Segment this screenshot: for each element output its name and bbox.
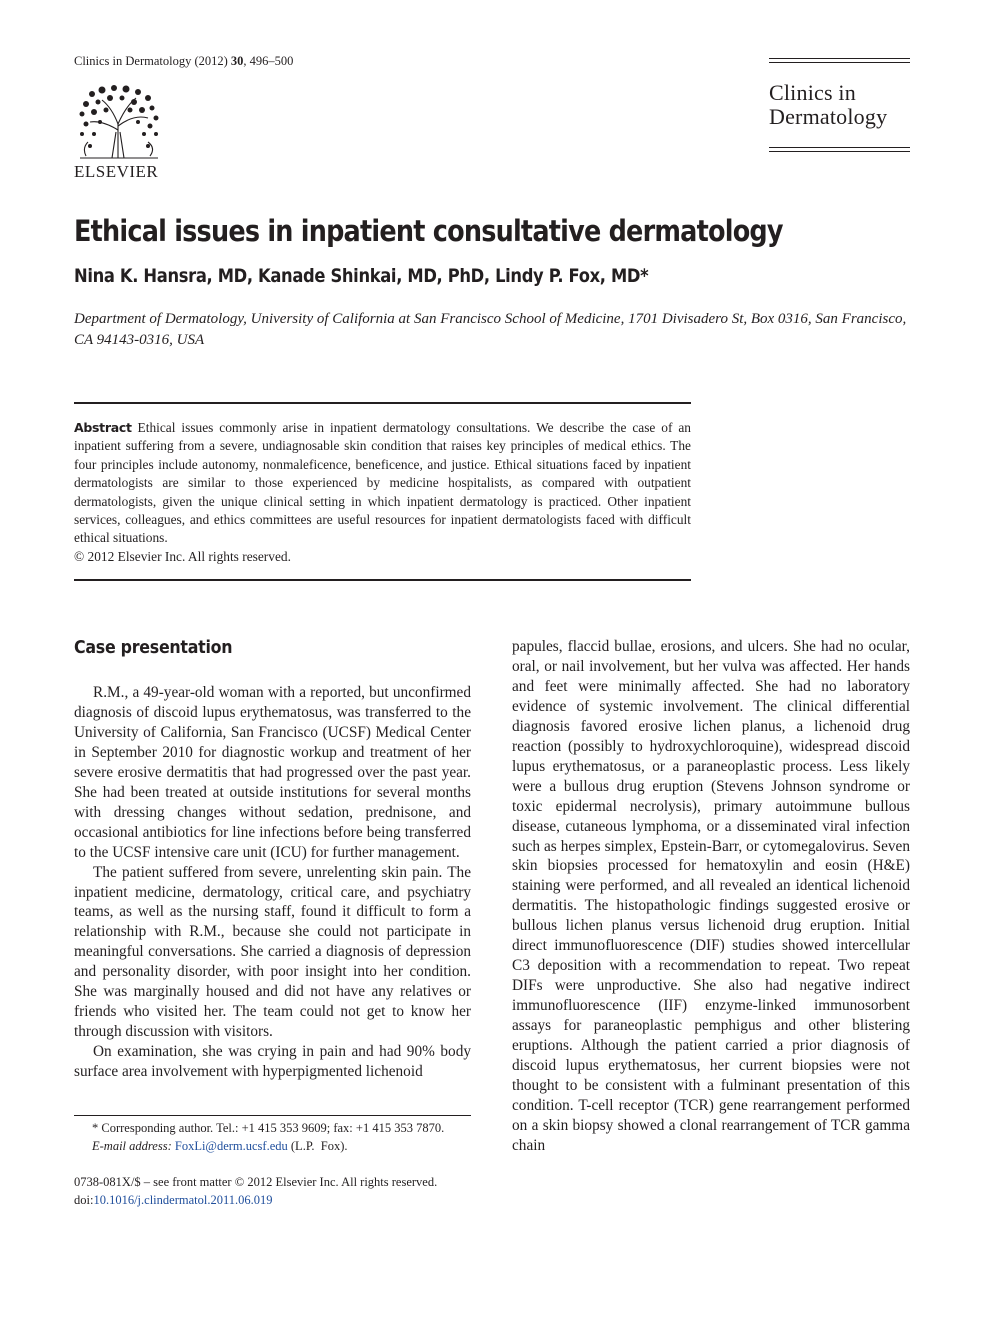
email-link[interactable]: FoxLi@derm.ucsf.edu xyxy=(174,1139,288,1153)
section-heading: Case presentation xyxy=(74,637,233,658)
body-paragraph: On examination, she was crying in pain and had 90% body surface area involvement with hyperpigmented lichenoid xyxy=(74,1043,471,1081)
citation-volume: 30 xyxy=(230,54,244,68)
journal-bottom-rule xyxy=(769,147,910,148)
right-column xyxy=(512,637,910,1156)
abstract-top-rule xyxy=(74,402,691,404)
publisher-name: ELSEVIER xyxy=(74,162,159,181)
journal-top-rule xyxy=(769,58,910,59)
doi-line xyxy=(74,1191,471,1209)
journal-bottom-rule-2 xyxy=(769,151,910,152)
issn-line: 0738-081X/$ – see front matter © 2012 Elsevier Inc. All rights reserved. xyxy=(74,1175,438,1189)
article-title: Ethical issues in inpatient consultative dermatology xyxy=(74,214,783,248)
article-authors: Nina K. Hansra, MD, Kanade Shinkai, MD, PhD, Lindy P. Fox, MD* xyxy=(74,265,649,287)
citation-journal: Clinics in Dermatology (2012) xyxy=(74,54,228,68)
body-paragraph: The patient suffered from severe, unrelenting skin pain. The inpatient medicine, dermatology, critical care, and psychiatry teams, as well as the nursing staff, found it difficult to form a relationship with R.M., because she could not participate in meaningful conversations. She carried a diagnosis of depression and personality disorder, with poor insight into her condition. She was marginally housed and did not have any relatives or friends who visited her. The team could not get to know her through discussion with visitors. xyxy=(74,863,471,1041)
citation-pages: , 496–500 xyxy=(243,54,294,68)
journal-name-line2: Dermatology xyxy=(769,104,888,129)
corresponding-author-footnote xyxy=(74,1119,471,1155)
abstract-label: Abstract xyxy=(74,420,132,435)
footnote-rule xyxy=(74,1115,471,1116)
body-paragraph: papules, flaccid bullae, erosions, and ulcers. She had no ocular, oral, or nail involvement, but her vulva was affected. Her hands and feet were minimally affected. She had no laboratory evidence of systemic involvement. The clinical differential diagnosis favored erosive lichen planus, a lichenoid drug reaction (possibly to hydroxychloroquine), widespread discoid lupus erythematosus, or a paraneoplastic process. Less likely were a bullous drug eruption (Stevens Johnson syndrome or toxic epidermal necrolysis), primary autoimmune bullous disease, cutaneous lymphoma, or a disseminated viral infection such as herpes simplex, Epstein-Barr, or cytomegalovirus. Seven skin biopsies processed for hematoxylin and eosin (H&E) staining were performed, and all revealed an identical lichenoid dermatitis. The histopathologic findings suggested erosive or bullous lichen planus versus lichenoid drug eruption. Initial direct immunofluorescence (DIF) studies showed intercellular C3 deposition with a recommendation to repeat. Two repeat DIFs were unproductive. She also had negative indirect immunofluorescence (IIF) enzyme-linked immunosorbent assays for paraneoplastic pemphigus and other blistering eruptions. Although the patient carried a prior diagnosis of discoid lupus erythematosus, her current biopsies were not thought to be consistent with a fulminant presentation of this condition. T-cell receptor (TCR) gene rearrangement performed on a skin biopsy showed a clonal rearrangement of TCR gamma chain xyxy=(512,638,910,1154)
left-column xyxy=(74,683,471,1082)
email-label: E-mail address: xyxy=(92,1139,172,1153)
email-line xyxy=(74,1137,471,1155)
email-suffix: (L.P. Fox). xyxy=(287,1139,348,1153)
elsevier-tree-logo-icon xyxy=(72,80,164,160)
journal-name-line1: Clinics in xyxy=(769,80,856,105)
corresponding-author-line: * Corresponding author. Tel.: +1 415 353 9609; fax: +1 415 353 7870. xyxy=(92,1121,445,1135)
front-matter xyxy=(74,1173,471,1209)
abstract-copyright: © 2012 Elsevier Inc. All rights reserved. xyxy=(74,548,291,564)
doi-label: doi: xyxy=(74,1193,94,1207)
author-affiliation: Department of Dermatology, University of California at San Francisco School of Medicine, 1701 Divisadero St, Box 0316, San Francisco, CA 94143-0316, USA xyxy=(74,311,907,348)
journal-citation xyxy=(74,54,293,69)
doi-link[interactable]: 10.1016/j.clindermatol.2011.06.019 xyxy=(93,1193,273,1207)
body-paragraph: R.M., a 49-year-old woman with a reported, but unconfirmed diagnosis of discoid lupus erythematosus, was transferred to the University of California, San Francisco (UCSF) Medical Center in September 2010 for diagnostic workup and treatment of her severe erosive dermatitis that had progressed over the past year. She had been treated at outside institutions for several months with dressing changes without sedation, prednisone, and occasional antibiotics for line infections before being transferred to the UCSF intensive care unit (ICU) for further management. xyxy=(74,684,471,861)
journal-name xyxy=(769,81,887,129)
abstract-text: Ethical issues commonly arise in inpatient dermatology consultations. We describe the case of an inpatient suffering from a severe, undiagnosable skin condition that raises key principles of medical ethics. The four principles include autonomy, nonmaleficence, beneficence, and justice. Ethical situations faced by inpatient dermatologists are similar to those experienced by medicine hospitalists, as compared with outpatient dermatologists, given the unique clinical setting in which inpatient dermatology is practiced. Other inpatient services, colleagues, and ethics committees are useful resources for inpatient dermatologists faced with difficult ethical situations. xyxy=(74,420,691,546)
abstract-bottom-rule xyxy=(74,579,691,581)
abstract-block xyxy=(74,419,691,566)
journal-top-rule-2 xyxy=(769,62,910,63)
